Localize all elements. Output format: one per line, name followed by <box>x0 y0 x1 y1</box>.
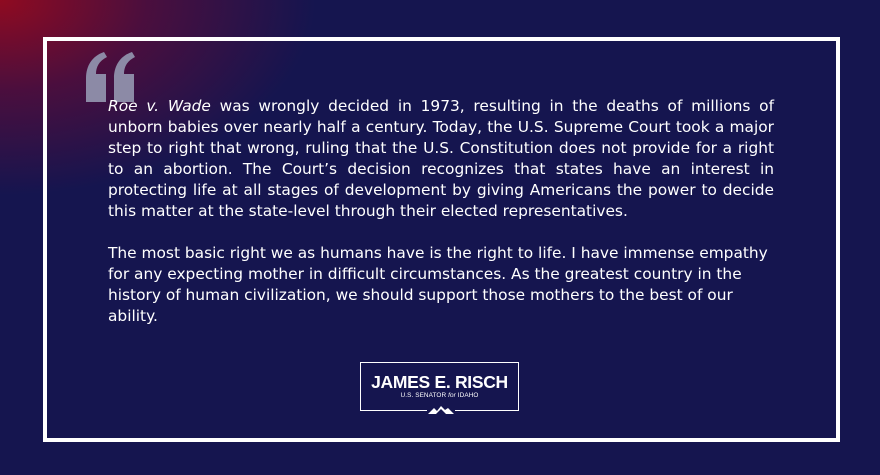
logo-title-prefix: U.S. SENATOR <box>400 392 449 399</box>
logo-title-for: for <box>448 392 456 399</box>
paragraph-1-body: was wrongly decided in 1973, resulting in the deaths of millions of unborn babies over nearly half a century. Today, the U.S. Supreme Court took a major step to right that wrong, ruling that the U.S. Constitution does not provide for a right to an abortion. The Court’s decision recognizes that states have an interest in protecting life at all stages of development by giving Americans the power to decide this matter at the state-level through their elected representatives. <box>108 97 775 220</box>
mountains-icon <box>427 405 455 415</box>
logo-title-state: IDAHO <box>455 392 479 399</box>
case-name: Roe v. Wade <box>108 97 211 115</box>
statement-text <box>108 96 774 327</box>
logo-subtitle <box>361 392 518 400</box>
statement-paragraph-2: The most basic right we as humans have is the right to life. I have immense empathy for any expecting mother in difficult circumstances. As the greatest country in the history of human civilization, we should support those mothers to the best of our ability. <box>108 244 768 325</box>
statement-paragraph-1 <box>108 96 774 222</box>
logo-name: JAMES E. RISCH <box>371 372 508 392</box>
senator-logo <box>360 362 519 411</box>
